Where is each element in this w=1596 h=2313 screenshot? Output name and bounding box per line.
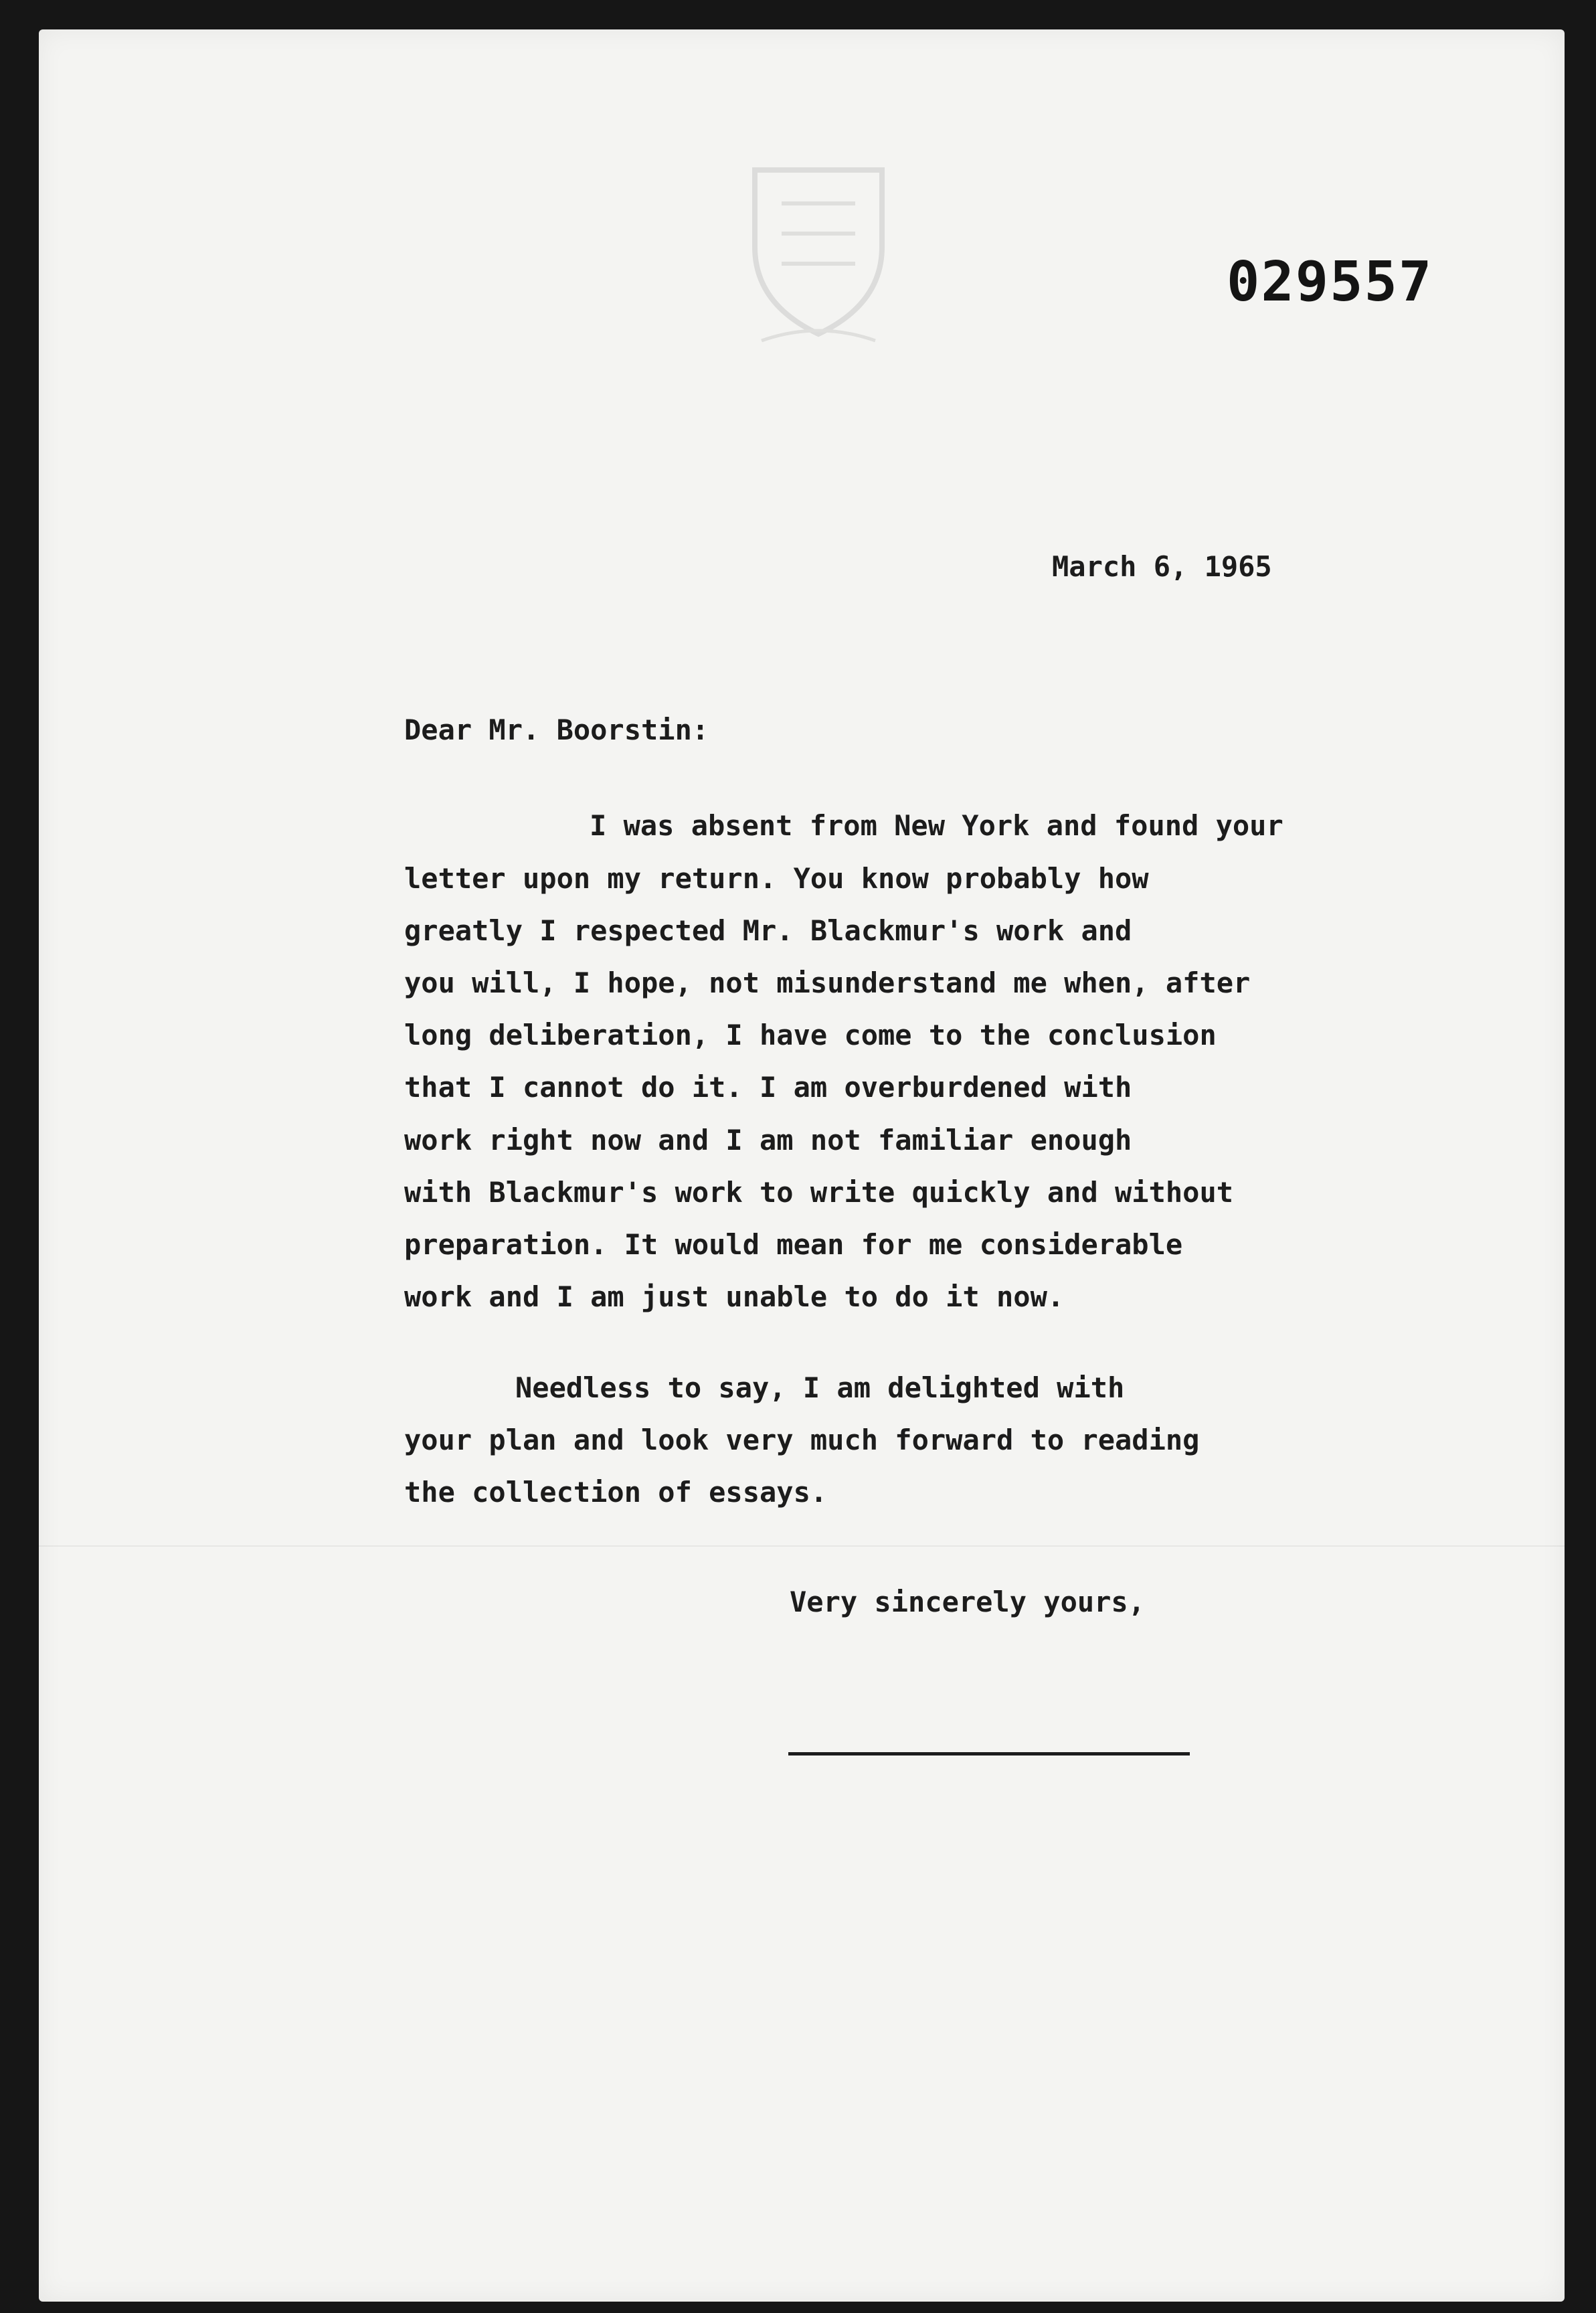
university-crest-watermark: [741, 157, 895, 344]
body-line: your plan and look very much forward to reading: [404, 1424, 1200, 1456]
body-line: preparation. It would mean for me considerable: [404, 1228, 1183, 1261]
bleedthrough-text: [708, 404, 804, 557]
body-line: the collection of essays.: [404, 1476, 828, 1509]
body-line: I was absent from New York and found your: [590, 809, 1283, 842]
body-line: work and I am just unable to do it now.: [404, 1280, 1065, 1313]
salutation: Dear Mr. Boorstin:: [404, 713, 709, 746]
body-line: greatly I respected Mr. Blackmur's work and: [404, 914, 1132, 947]
signature-line: [788, 1752, 1190, 1755]
letter-paper: [39, 29, 1565, 2302]
closing: Very sincerely yours,: [790, 1586, 1146, 1618]
body-line: long deliberation, I have come to the conclusion: [404, 1019, 1217, 1051]
letter-date: March 6, 1965: [1052, 550, 1272, 583]
body-line: that I cannot do it. I am overburdened with: [404, 1071, 1132, 1104]
body-line: you will, I hope, not misunderstand me when, after: [404, 966, 1251, 999]
body-line: work right now and I am not familiar enough: [404, 1124, 1132, 1156]
body-line: letter upon my return. You know probably how: [404, 862, 1149, 895]
paper-fold-line: [39, 1545, 1565, 1547]
document-number: 029557: [1227, 250, 1433, 314]
body-line: Needless to say, I am delighted with: [515, 1371, 1125, 1404]
body-line: with Blackmur's work to write quickly and without: [404, 1176, 1234, 1209]
